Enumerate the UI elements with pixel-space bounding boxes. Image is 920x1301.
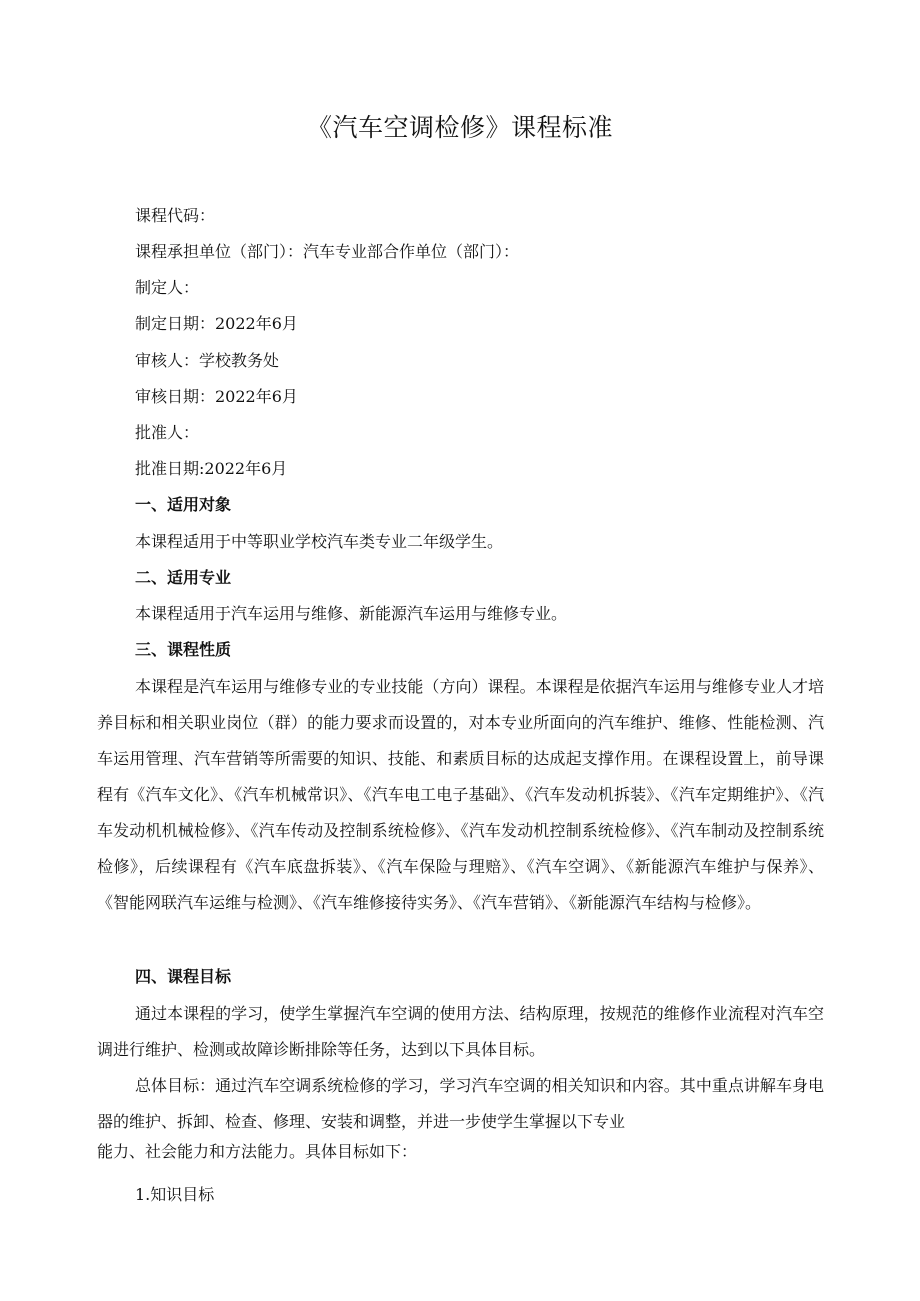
meta-author: 制定人： [135,278,200,297]
section-text-objectives-intro: 通过本课程的学习，使学生掌握汽车空调的使用方法、结构原理，按规范的维修作业流程对汽车空调进行维护、检测或故障诊断排除等任务，达到以下具体目标。 [97,1004,824,1059]
meta-approver: 批准人： [135,423,200,442]
meta-reviewer: 审核人：学校教务处 [135,351,280,370]
section-heading-major: 二、适用专业 [135,568,232,587]
subheading-knowledge-objectives: 1.知识目标 [135,1185,215,1204]
section-text-target: 本课程适用于中等职业学校汽车类专业二年级学生。 [135,532,504,551]
meta-review-date: 审核日期：2022年6月 [135,387,298,406]
section-heading-objectives: 四、课程目标 [135,967,232,986]
section-text-major: 本课程适用于汽车运用与维修、新能源汽车运用与维修专业。 [135,604,568,623]
meta-author-date: 制定日期：2022年6月 [135,314,298,333]
section-heading-nature: 三、课程性质 [135,640,232,659]
meta-course-code: 课程代码： [135,206,216,225]
section-text-objectives-overall-cont: 能力、社会能力和方法能力。具体目标如下： [97,1142,418,1161]
section-text-nature: 本课程是汽车运用与维修专业的专业技能（方向）课程。本课程是依据汽车运用与维修专业人才培养目标和相关职业岗位（群）的能力要求而设置的，对本专业所面向的汽车维护、维修、性能检测、汽车运用管理、汽车营销等所需要的知识、技能、和素质目标的达成起支撑作用。在课程设置上，前导课程有《汽车文化》、《汽车机械常识》、《汽车电工电子基础》、《汽车发动机拆装》、《汽车定期维护》、《汽车发动机机械检修》、《汽车传动及控制系统检修》、《汽车发动机控制系统检修》、《汽车制动及控制系统检修》，后续课程有《汽车底盘拆装》、《汽车保险与理赔》、《汽车空调》、《新能源汽车维护与保养》、《智能网联汽车运维与检测》、《汽车维修接待实务》、《汽车营销》、《新能源汽车结构与检修》。 [97,677,824,912]
section-text-objectives-overall: 总体目标：通过汽车空调系统检修的学习，学习汽车空调的相关知识和内容。其中重点讲解车身电器的维护、拆卸、检查、修理、安装和调整，并进一步使学生掌握以下专业 [97,1076,824,1131]
section-heading-target: 一、适用对象 [135,495,232,514]
meta-course-unit: 课程承担单位（部门）：汽车专业部合作单位（部门）： [135,242,520,261]
meta-approval-date: 批准日期:2022年6月 [135,459,288,478]
document-title: 《汽车空调检修》课程标准 [306,113,613,142]
